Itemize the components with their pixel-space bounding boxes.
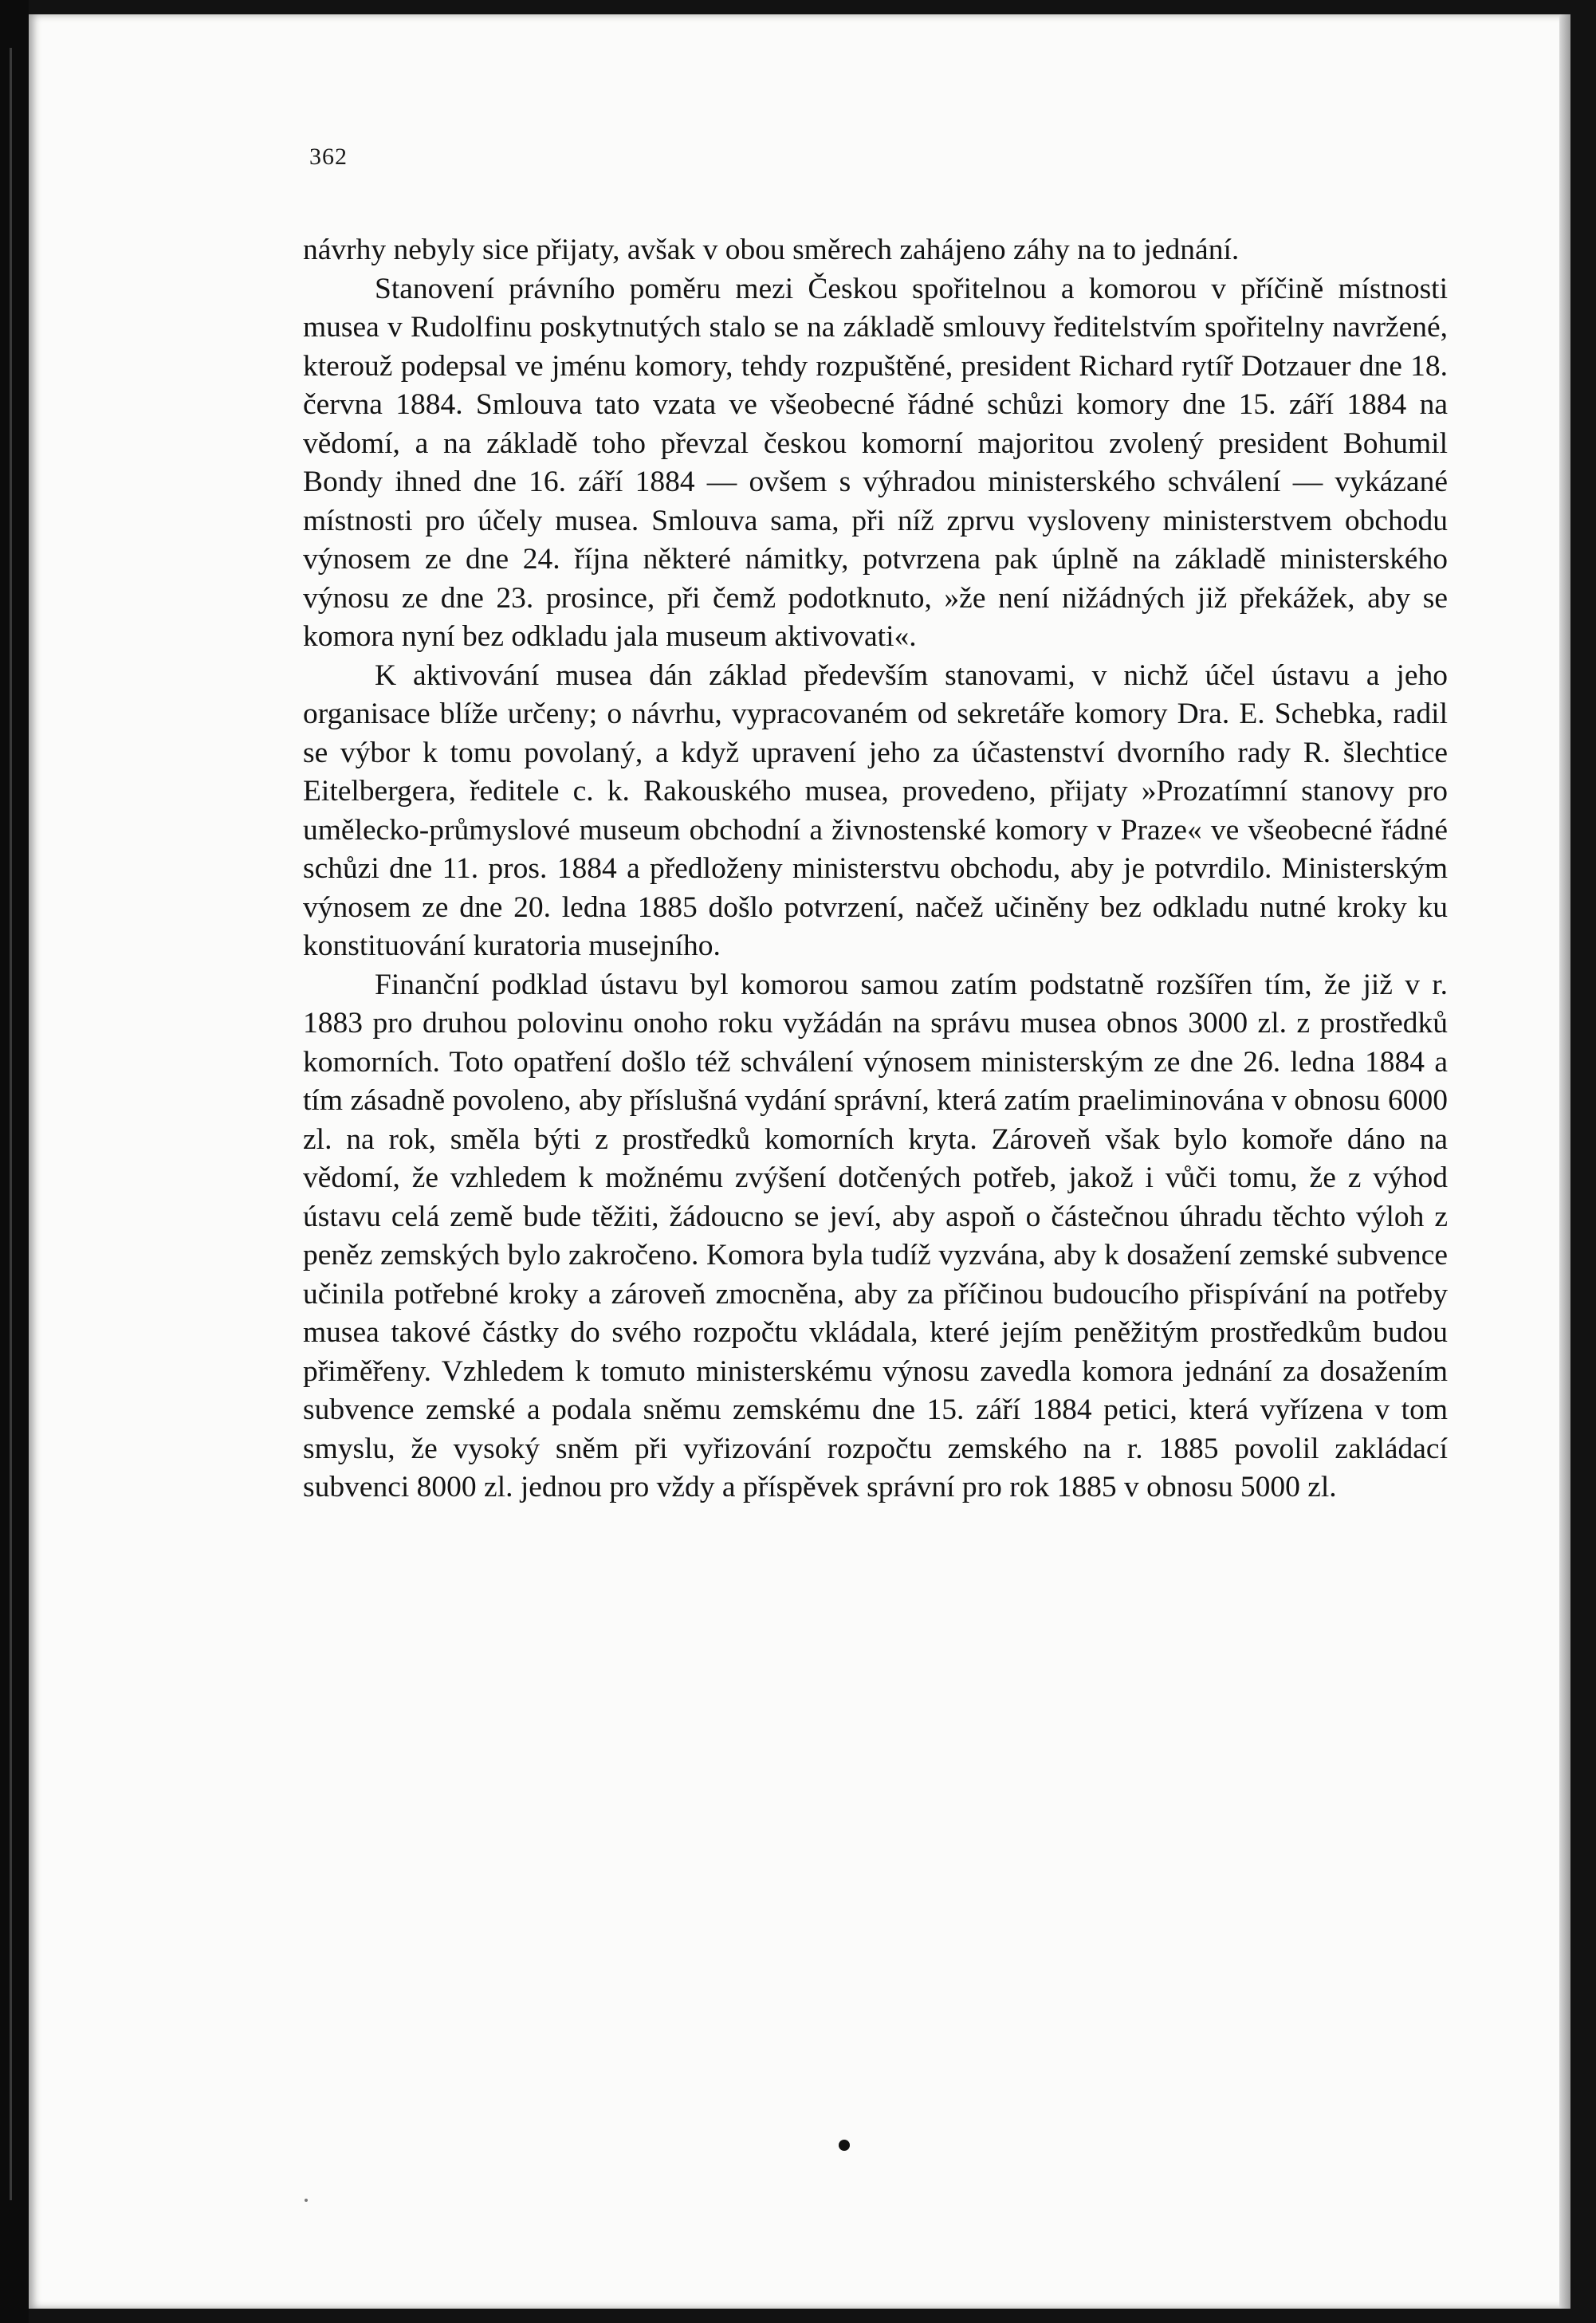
paragraph: Stanovení právního poměru mezi Českou spořitelnou a komorou v příčině místnosti musea v Rudolfinu poskytnutých stalo se na základě smlouvy ředitelstvím spořitelny navržené, kterouž podepsal ve jménu komory, tehdy rozpuštěné, president Richard rytíř Dotzauer dne 18. června 1884. Smlouva tato vzata ve všeobecné řádné schůzi komory dne 15. září 1884 na vědomí, a na základě toho převzal českou komorní majoritou zvolený president Bohumil Bondy ihned dne 16. září 1884 — ovšem s výhradou ministerského schválení — vykázané místnosti pro účely musea. Smlouva sama, při níž zprvu vysloveny ministerstvem obchodu výnosem ze dne 24. října některé námitky, potvrzena pak úplně na základě ministerského výnosu ze dne 23. prosince, při čemž podotknuto, »že není nižádných již překážek, aby se komora nyní bez odkladu jala museum aktivovati«.: [303, 272, 1448, 653]
body-text: [303, 231, 1448, 1507]
page-number: 362: [309, 143, 348, 170]
paragraph: Finanční podklad ústavu byl komorou samou zatím podstatně rozšířen tím, že již v r. 1883 pro druhou polovinu onoho roku vyžádán na správu musea obnos 3000 zl. z prostředků komorních. Toto opatření došlo též schválení výnosem ministerským ze dne 26. ledna 1884 a tím zásadně povoleno, aby příslušná vydání správní, která zatím praeliminována v obnosu 6000 zl. na rok, směla býti z prostředků komorních kryta. Zároveň však bylo komoře dáno na vědomí, že vzhledem k možnému zvýšení dotčených potřeb, jakož i vůči tomu, že z výhod ústavu celá země bude těžiti, žádoucno se jeví, aby aspoň o částečnou úhradu těchto výloh z peněz zemských bylo zakročeno. Komora byla tudíž vyzvána, aby k dosažení zemské subvence učinila potřebné kroky a zároveň zmocněna, aby za příčinou budoucího přispívání na potřeby musea takové částky do svého rozpočtu vkládala, které jejím peněžitým prostředkům budou přiměřeny. Vzhledem k tomuto ministerskému výnosu zavedla komora jednání za dosažením subvence zemské a podala sněmu zemskému dne 15. září 1884 petici, která vyřízena v tom smyslu, že vysoký sněm při vyřizování rozpočtu zemského na r. 1885 povolil zakládací subvenci 8000 zl. jednou pro vždy a příspěvek správní pro rok 1885 v obnosu 5000 zl.: [303, 968, 1448, 1503]
paragraph-continued: návrhy nebyly sice přijaty, avšak v obou směrech zahájeno záhy na to jednání.: [303, 234, 1240, 266]
book-page: [29, 14, 1570, 2309]
paragraph: K aktivování musea dán základ především stanovami, v nichž účel ústavu a jeho organisace blíže určeny; o návrhu, vypracovaném od sekretáře komory Dra. E. Schebka, radil se výbor k tomu povolaný, a když upravení jeho za účastenství dvorního rady R. šlechtice Eitelbergera, ředitele c. k. Rakouského musea, provedeno, přijaty »Prozatímní stanovy pro umělecko-průmyslové museum obchodní a živnostenské komory v Praze« ve všeobecné řádné schůzi dne 11. pros. 1884 a předloženy ministerstvu obchodu, aby je potvrdilo. Ministerským výnosem ze dne 20. ledna 1885 došlo potvrzení, načež učiněny bez odkladu nutné kroky ku konstituování kuratoria musejního.: [303, 658, 1448, 962]
ornament-dot: [839, 2140, 850, 2151]
page-edge-shadow: [1559, 14, 1570, 2309]
scan-border: [0, 0, 29, 2323]
paper-speck: [305, 2199, 308, 2202]
